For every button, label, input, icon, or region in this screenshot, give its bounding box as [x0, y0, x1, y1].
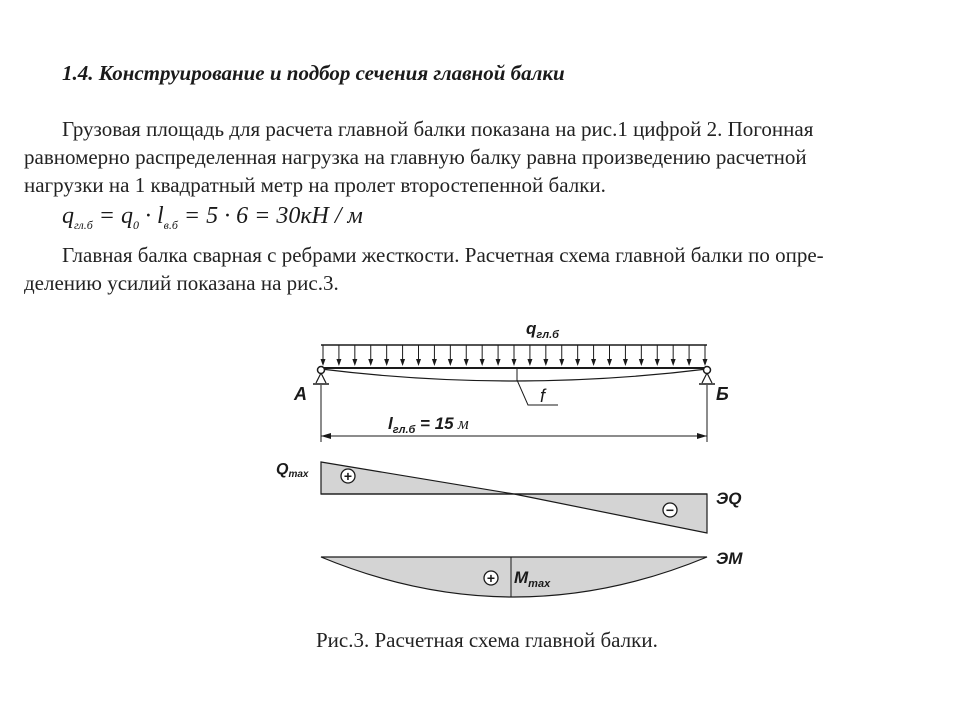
formula-q0-sub: 0 [133, 217, 139, 232]
load-arrow [496, 345, 501, 366]
load-arrow [543, 345, 548, 366]
load-arrows [321, 345, 708, 366]
load-arrow [703, 345, 708, 366]
load-arrow [591, 345, 596, 366]
load-arrow [416, 345, 421, 366]
load-arrow [527, 345, 532, 366]
shear-diagram-label: ЭQ [716, 489, 742, 508]
load-arrow [321, 345, 326, 366]
shear-plus-label: + [343, 468, 353, 484]
support-left-label: А [294, 384, 307, 404]
moment-diagram-label: ЭМ [716, 549, 743, 568]
deflection-label: f [540, 386, 546, 406]
load-arrow [639, 345, 644, 366]
section-heading: 1.4. Конструирование и подбор сечения главной балки [62, 61, 565, 85]
load-arrow [687, 345, 692, 366]
paragraph2-line2: делению усилий показана на рис.3. [24, 271, 339, 295]
load-arrow [575, 345, 580, 366]
support-right-label: Б [716, 384, 729, 404]
dim-arrow-right [697, 433, 707, 439]
dim-arrow-left [321, 433, 331, 439]
load-label: $q_{гл.б}$ [526, 319, 559, 341]
shear-minus-label: − [665, 502, 675, 518]
formula-rest: = 5 · 6 = 30кН / м [177, 203, 363, 229]
formula-dot: · [139, 203, 157, 229]
paragraph1-line3: нагрузки на 1 квадратный метр на пролет второстепенной балки. [24, 173, 606, 197]
load-arrow [623, 345, 628, 366]
qmax-label: Qmax [276, 461, 309, 480]
load-arrow [448, 345, 453, 366]
load-arrow [432, 345, 437, 366]
load-arrow [464, 345, 469, 366]
formula-eq1: = [92, 203, 121, 229]
paragraph1-line2: равномерно распределенная нагрузка на главную балку равна произведению расчетной [24, 145, 807, 169]
load-arrow [512, 345, 517, 366]
load-arrow [368, 345, 373, 366]
deflection-leader [517, 380, 558, 405]
load-arrow [352, 345, 357, 366]
formula-q: q [62, 203, 74, 229]
paragraph2-line1: Главная балка сварная с ребрами жесткости. Расчетная схема главной балки по опре- [62, 243, 824, 267]
load-arrow [480, 345, 485, 366]
moment-plus-label: + [486, 570, 496, 586]
formula-q0: q [121, 203, 133, 229]
load-arrow [607, 345, 612, 366]
load-arrow [559, 345, 564, 366]
formula-l-sub: в.б [163, 217, 178, 232]
load-arrow [384, 345, 389, 366]
figure-caption: Рис.3. Расчетная схема главной балки. [316, 628, 658, 652]
formula-l: l [157, 203, 164, 229]
load-arrow [336, 345, 341, 366]
span-label: $l_{гл.б} = 15$ м [388, 414, 469, 436]
load-arrow [671, 345, 676, 366]
mmax-label: $M_{max}$ [514, 568, 551, 590]
paragraph1-line1: Грузовая площадь для расчета главной балки показана на рис.1 цифрой 2. Погонная [62, 117, 814, 141]
load-arrow [400, 345, 405, 366]
shear-negative-area [514, 494, 707, 533]
load-arrow [655, 345, 660, 366]
deflection-curve [321, 369, 707, 381]
formula-q-sub: гл.б [74, 217, 93, 232]
